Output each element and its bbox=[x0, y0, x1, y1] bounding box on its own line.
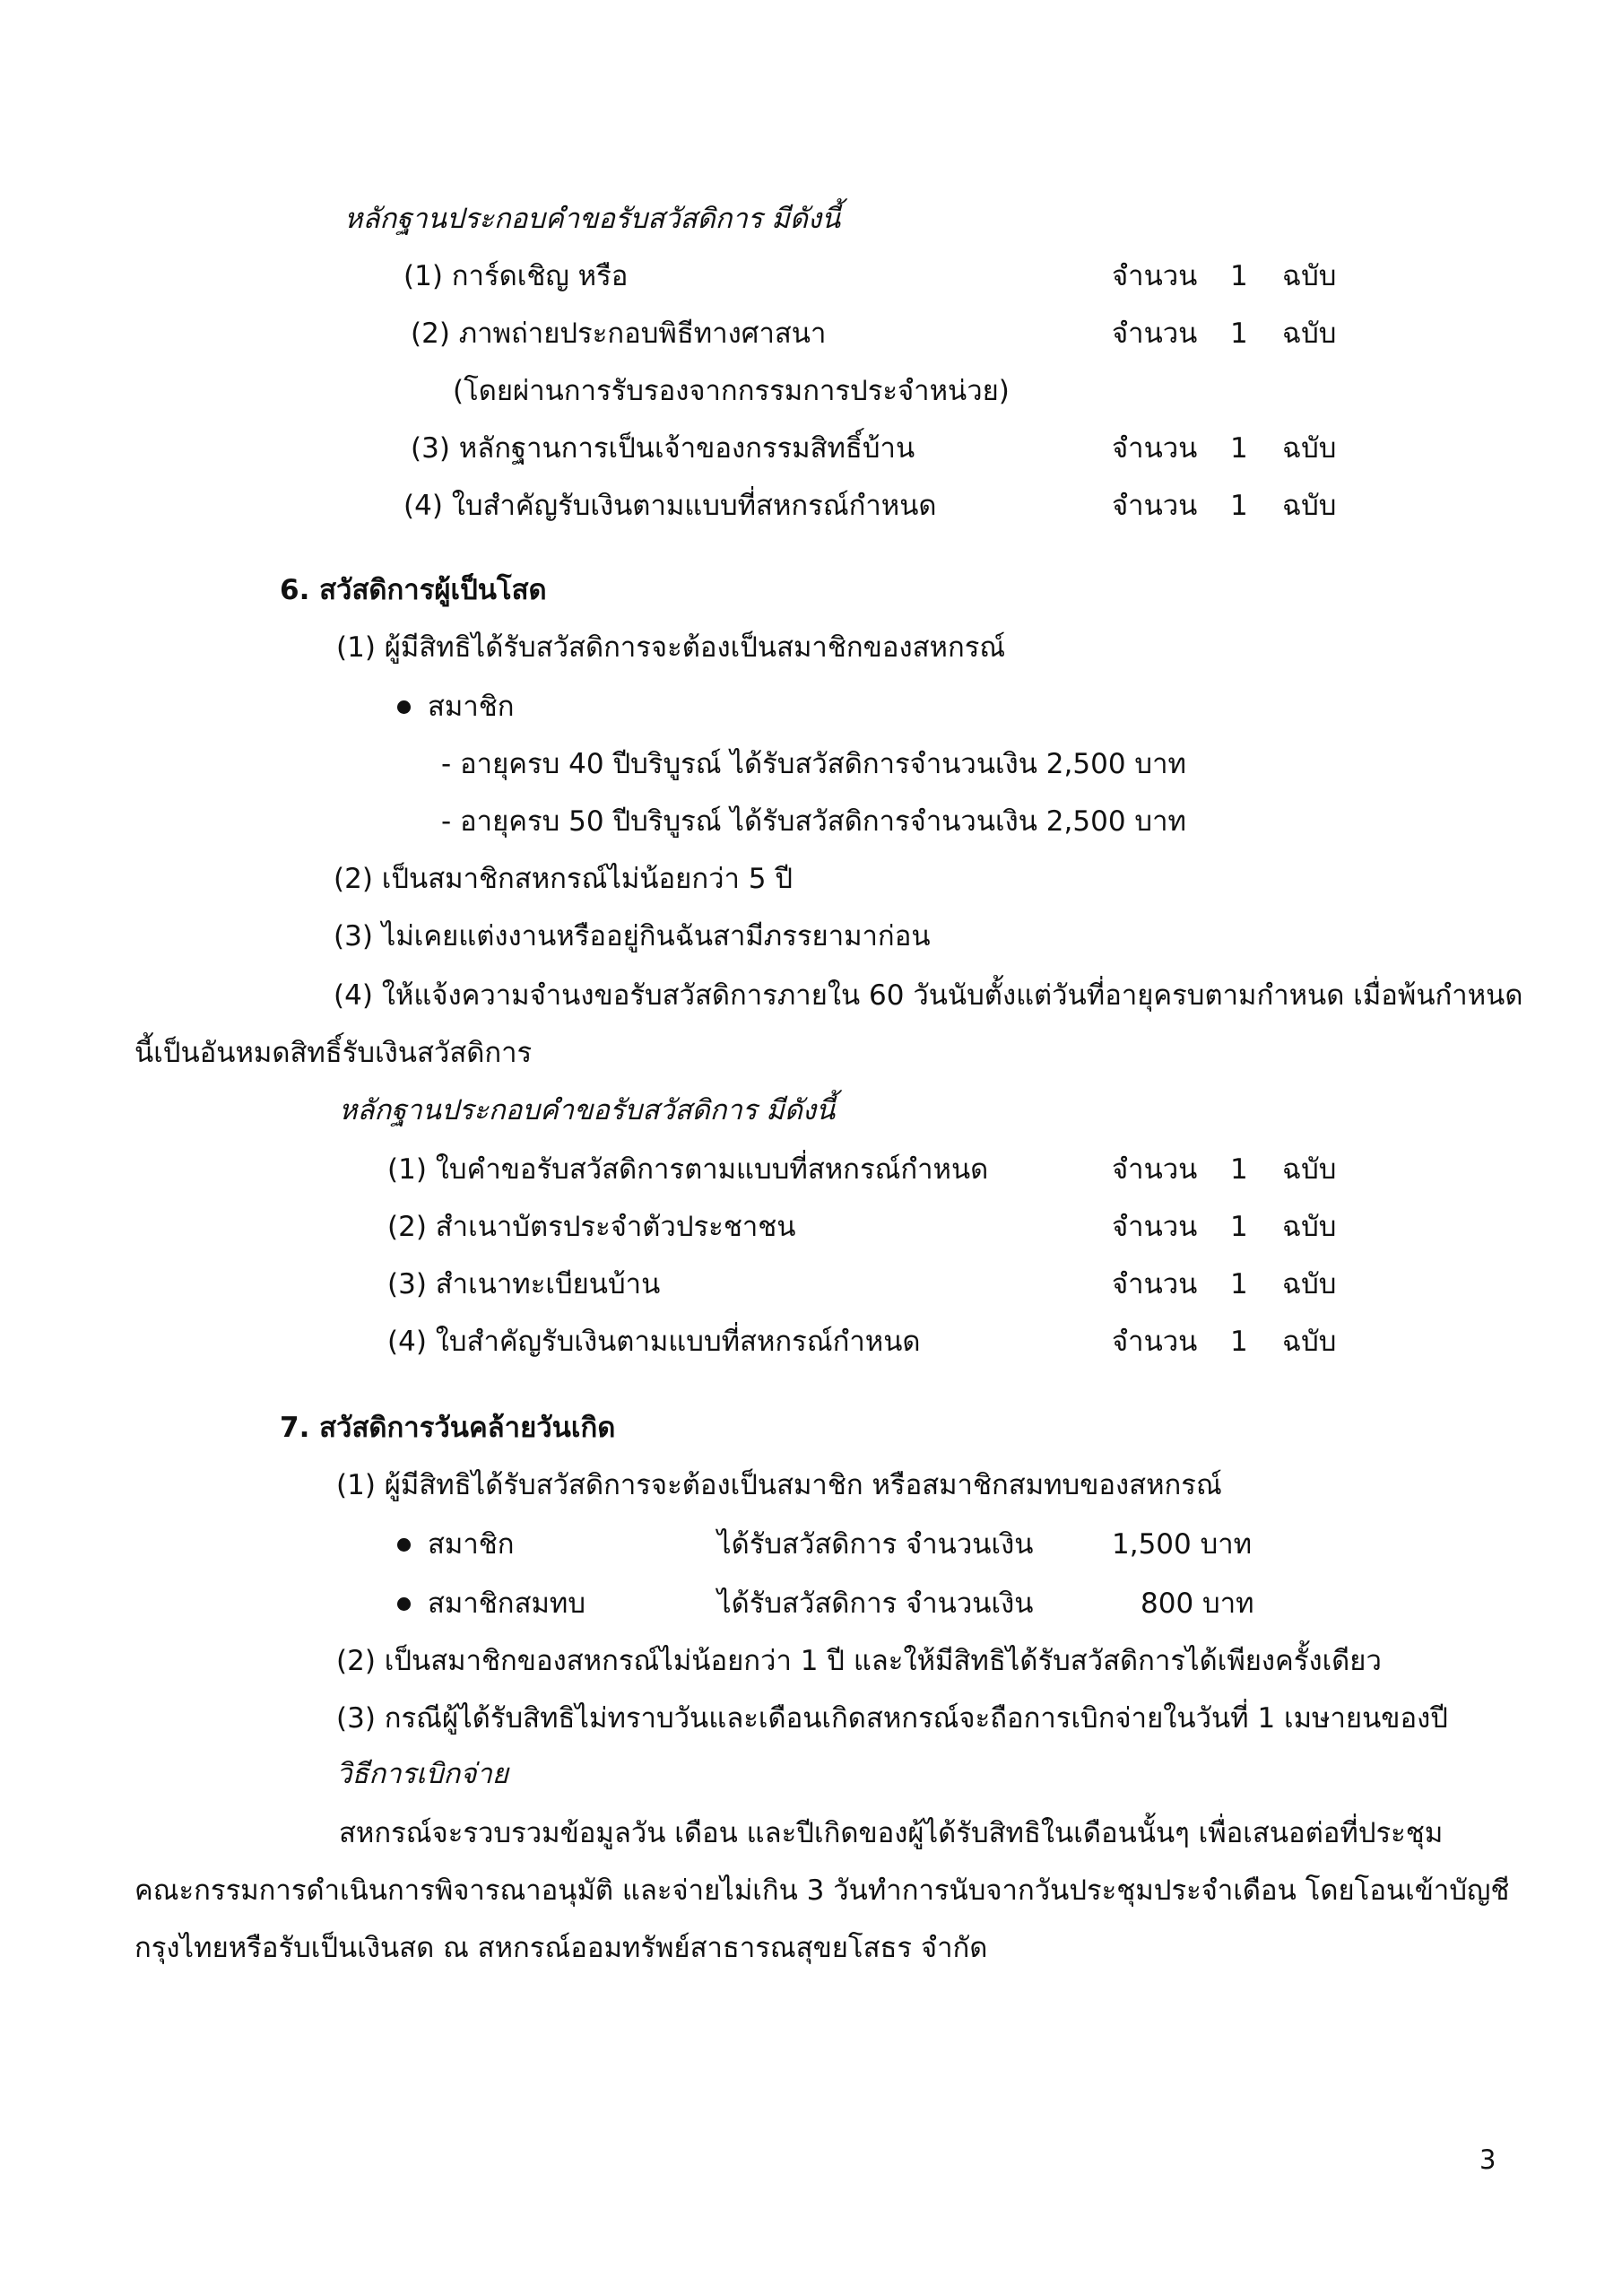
section-6-evidence-item-2-count: 1 bbox=[1230, 1211, 1248, 1243]
evidence-1-item-3: (3) หลักฐานการเป็นเจ้าของกรรมสิทธิ์บ้าน bbox=[411, 432, 915, 465]
section-6-item-2: (2) เป็นสมาชิกสหกรณ์ไม่น้อยกว่า 5 ปี bbox=[334, 863, 794, 895]
section-6-evidence-item-2-unit: จำนวน bbox=[1112, 1211, 1198, 1243]
evidence-1-item-2: (2) ภาพถ่ายประกอบพิธีทางศาสนา bbox=[411, 317, 827, 350]
evidence-1-note: (โดยผ่านการรับรองจากกรรมการประจำหน่วย) bbox=[453, 375, 1010, 407]
section-7-method-line-2: คณะกรรมการดำเนินการพิจารณาอนุมัติ และจ่ายไม่เกิน 3 วันทำการนับจากวันประชุมประจำเดือน โดยโอนเข้าบัญชี bbox=[134, 1874, 1510, 1907]
section-7-member-benefit: ได้รับสวัสดิการ จำนวนเงิน bbox=[717, 1528, 1034, 1561]
section-7-method-line-1: สหกรณ์จะรวบรวมข้อมูลวัน เดือน และปีเกิดของผู้ได้รับสิทธิในเดือนนั้นๆ เพื่อเสนอต่อที่ประชุม bbox=[339, 1817, 1444, 1849]
section-6-evidence-item-1-count: 1 bbox=[1230, 1153, 1248, 1186]
section-6-evidence-item-3-copy: ฉบับ bbox=[1282, 1268, 1337, 1300]
section-6-item-4-line-2: นี้เป็นอันหมดสิทธิ์รับเงินสวัสดิการ bbox=[134, 1037, 533, 1069]
section-7-item-2: (2) เป็นสมาชิกของสหกรณ์ไม่น้อยกว่า 1 ปี และให้มีสิทธิได้รับสวัสดิการได้เพียงครั้งเดียว bbox=[336, 1645, 1382, 1677]
section-6-evidence-item-1-copy: ฉบับ bbox=[1282, 1153, 1337, 1186]
section-7-associate-benefit: ได้รับสวัสดิการ จำนวนเงิน bbox=[717, 1587, 1034, 1620]
section-6-evidence-item-3: (3) สำเนาทะเบียนบ้าน bbox=[387, 1268, 661, 1300]
section-6-evidence-item-4-copy: ฉบับ bbox=[1282, 1326, 1337, 1358]
evidence-1-item-1-copy: ฉบับ bbox=[1282, 260, 1337, 292]
evidence-1-item-4-copy: ฉบับ bbox=[1282, 490, 1337, 522]
section-6-evidence-item-3-unit: จำนวน bbox=[1112, 1268, 1198, 1300]
evidence-1-item-2-copy: ฉบับ bbox=[1282, 317, 1337, 350]
section-6-evidence-item-4-unit: จำนวน bbox=[1112, 1326, 1198, 1358]
section-6-evidence-intro: หลักฐานประกอบคำขอรับสวัสดิการ มีดังนี้ bbox=[339, 1094, 836, 1126]
evidence-1-item-2-count: 1 bbox=[1230, 317, 1248, 350]
section-7-member-label: สมาชิก bbox=[428, 1528, 515, 1561]
section-6-member-label: สมาชิก bbox=[428, 691, 515, 723]
evidence-1-item-3-copy: ฉบับ bbox=[1282, 432, 1337, 465]
section-7-item-3: (3) กรณีผู้ได้รับสิทธิไม่ทราบวันและเดือนเกิดสหกรณ์จะถือการเบิกจ่ายในวันที่ 1 เมษายนของปี bbox=[336, 1702, 1448, 1735]
section-6-evidence-item-4-count: 1 bbox=[1230, 1326, 1248, 1358]
evidence-1-item-1-unit: จำนวน bbox=[1112, 260, 1198, 292]
section-7-member-amount: 1,500 บาท bbox=[1112, 1528, 1253, 1561]
evidence-1-item-3-unit: จำนวน bbox=[1112, 432, 1198, 465]
section-6-evidence-item-1-unit: จำนวน bbox=[1112, 1153, 1198, 1186]
section-7-heading: 7. สวัสดิการวันคล้ายวันเกิด bbox=[280, 1412, 616, 1444]
section-7-item-1: (1) ผู้มีสิทธิได้รับสวัสดิการจะต้องเป็นสมาชิก หรือสมาชิกสมทบของสหกรณ์ bbox=[336, 1469, 1222, 1501]
section-6-item-1: (1) ผู้มีสิทธิได้รับสวัสดิการจะต้องเป็นสมาชิกของสหกรณ์ bbox=[336, 631, 1006, 664]
section-7-method-heading: วิธีการเบิกจ่าย bbox=[336, 1758, 508, 1790]
evidence-intro-1: หลักฐานประกอบคำขอรับสวัสดิการ มีดังนี้ bbox=[344, 203, 841, 235]
evidence-1-item-2-unit: จำนวน bbox=[1112, 317, 1198, 350]
section-6-evidence-item-2-copy: ฉบับ bbox=[1282, 1211, 1337, 1243]
evidence-1-item-4: (4) ใบสำคัญรับเงินตามแบบที่สหกรณ์กำหนด bbox=[403, 490, 937, 522]
evidence-1-item-3-count: 1 bbox=[1230, 432, 1248, 465]
bullet-icon bbox=[397, 1538, 411, 1552]
section-7-associate-amount: 800 บาท bbox=[1141, 1587, 1254, 1620]
section-6-age-40: - อายุครบ 40 ปีบริบูรณ์ ได้รับสวัสดิการจำนวนเงิน 2,500 บาท bbox=[441, 748, 1186, 780]
section-6-evidence-item-1: (1) ใบคำขอรับสวัสดิการตามแบบที่สหกรณ์กำหนด bbox=[387, 1153, 989, 1186]
section-6-evidence-item-2: (2) สำเนาบัตรประจำตัวประชาชน bbox=[387, 1211, 796, 1243]
evidence-1-item-1-count: 1 bbox=[1230, 260, 1248, 292]
section-7-method-line-3: กรุงไทยหรือรับเป็นเงินสด ณ สหกรณ์ออมทรัพย์สาธารณสุขยโสธร จำกัด bbox=[134, 1932, 988, 1964]
bullet-icon bbox=[397, 700, 411, 714]
section-7-associate-label: สมาชิกสมทบ bbox=[428, 1587, 586, 1620]
section-6-heading: 6. สวัสดิการผู้เป็นโสด bbox=[280, 574, 547, 606]
evidence-1-item-4-unit: จำนวน bbox=[1112, 490, 1198, 522]
evidence-1-item-4-count: 1 bbox=[1230, 490, 1248, 522]
section-6-evidence-item-3-count: 1 bbox=[1230, 1268, 1248, 1300]
page-number: 3 bbox=[1479, 2144, 1496, 2175]
bullet-icon bbox=[397, 1597, 411, 1611]
section-6-item-3: (3) ไม่เคยแต่งงานหรืออยู่กินฉันสามีภรรยามาก่อน bbox=[334, 920, 931, 952]
section-6-evidence-item-4: (4) ใบสำคัญรับเงินตามแบบที่สหกรณ์กำหนด bbox=[387, 1326, 921, 1358]
evidence-1-item-1: (1) การ์ดเชิญ หรือ bbox=[403, 260, 629, 292]
section-6-age-50: - อายุครบ 50 ปีบริบูรณ์ ได้รับสวัสดิการจำนวนเงิน 2,500 บาท bbox=[441, 805, 1186, 838]
section-6-item-4-line-1: (4) ให้แจ้งความจำนงขอรับสวัสดิการภายใน 60 วันนับตั้งแต่วันที่อายุครบตามกำหนด เมื่อพ้นกำหนด bbox=[334, 979, 1523, 1012]
